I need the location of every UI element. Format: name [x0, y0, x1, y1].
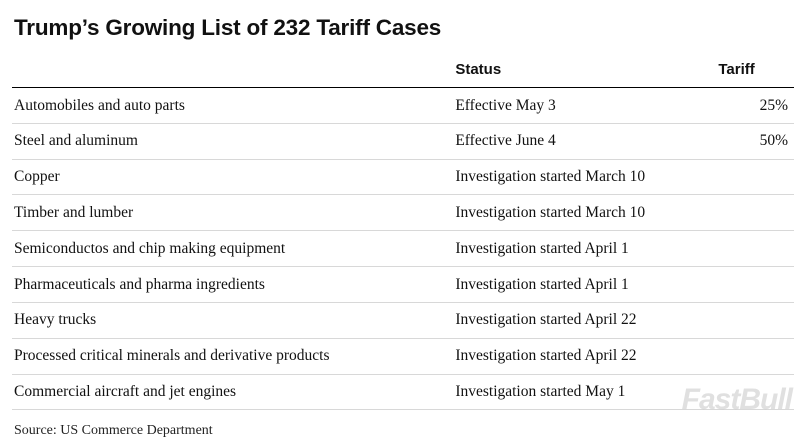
table-row: [12, 195, 794, 231]
table-body: [12, 88, 794, 410]
page-title: Trump’s Growing List of 232 Tariff Cases: [14, 15, 442, 40]
cell-item: Automobiles and auto parts: [14, 96, 185, 114]
table-header: [12, 61, 794, 88]
cell-status: Effective June 4: [455, 132, 556, 150]
cell-status: Investigation started May 1: [455, 383, 626, 400]
cell-item: Copper: [14, 168, 60, 186]
table-row: [12, 374, 794, 410]
table-row: [12, 88, 794, 124]
column-header-tariff: Tariff: [718, 61, 755, 78]
table-row: [12, 159, 794, 195]
cell-tariff: [718, 267, 794, 303]
cell-item: Semiconductos and chip making equipment: [14, 239, 286, 257]
cell-tariff: 25%: [759, 96, 788, 114]
source-note: Source: US Commerce Department: [14, 423, 213, 439]
table-header-row: [12, 61, 794, 88]
cell-item: Commercial aircraft and jet engines: [14, 383, 237, 400]
cell-item: Steel and aluminum: [14, 132, 138, 150]
watermark-logo: FastBull: [681, 383, 792, 416]
table-row: [12, 302, 794, 338]
tariff-table: [12, 61, 794, 410]
cell-status: Investigation started April 1: [455, 239, 629, 257]
cell-tariff: [718, 159, 794, 195]
table-row: [12, 123, 794, 159]
cell-tariff: [718, 338, 794, 374]
table-row: [12, 338, 794, 374]
cell-status: Investigation started March 10: [455, 168, 646, 186]
cell-status: Investigation started April 22: [455, 311, 637, 329]
cell-status: Investigation started April 22: [455, 347, 637, 365]
cell-item: Pharmaceuticals and pharma ingredients: [14, 275, 265, 293]
cell-tariff: 50%: [759, 132, 788, 150]
cell-item: Timber and lumber: [14, 203, 134, 221]
column-header-status: Status: [455, 61, 502, 78]
table-row: [12, 267, 794, 303]
cell-tariff: [718, 195, 794, 231]
cell-tariff: [718, 374, 794, 410]
cell-item: Heavy trucks: [14, 311, 97, 329]
cell-status: Investigation started March 10: [455, 203, 646, 221]
column-header-item: [12, 61, 455, 88]
cell-status: Investigation started April 1: [455, 275, 629, 293]
cell-status: Effective May 3: [455, 96, 556, 114]
table-row: [12, 231, 794, 267]
cell-item: Processed critical minerals and derivative products: [14, 347, 330, 365]
cell-tariff: [718, 302, 794, 338]
cell-tariff: [718, 231, 794, 267]
